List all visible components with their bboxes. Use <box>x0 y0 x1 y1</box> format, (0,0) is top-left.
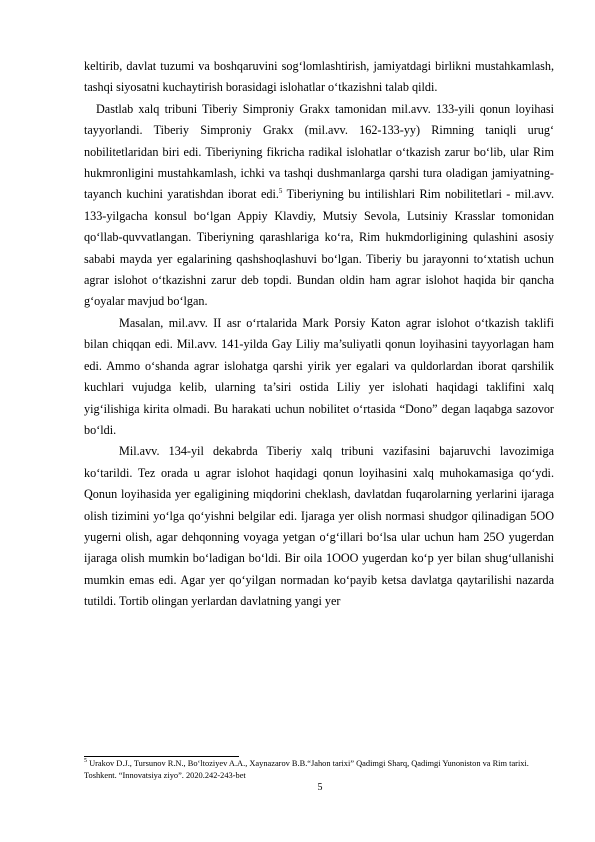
paragraph-2 <box>84 99 554 313</box>
paragraph-2-text-before: Dastlab xalq tribuni Tiberiy Simproniy Grakx tamonidan mil.avv. 133-yili qonun loyihasi tayyorlandi. Tiberiy Simproniy Grakx (mil.avv. 162-133-yy) Rimning taniqli urug‘ nobilitetlaridan biri edi. Tiberiyning fikricha radikal islohatlar o‘tkazish zarur bo‘lib, ular Rim hukmronligini mustahkamlash, ichki va tashqi dushmanlarga qarshi tura oladigan jamiyatning-tayanch kuchini yaratishdan iborat edi. <box>84 101 554 202</box>
paragraph-4: Mil.avv. 134-yil dekabrda Tiberiy xalq tribuni vazifasini bajaruvchi lavozimiga ko‘tarildi. Tez orada u agrar islohot haqidagi qonun loyihasini xalq muhokamasiga qo‘ydi. Qonun loyihasida yer egaligining miqdorini cheklash, davlatdan fuqarolarning yerlarini ijaraga olish tizimini yo‘lga qo‘yishni belgilar edi. Ijaraga yer olish normasi shudgor qilinadigan 5OO yugerni olish, agar dehqonning voyaga yetgan o‘g‘illari bo‘lsa ular uchun ham 25O yugerdan ijaraga olish mumkin bo‘ladigan bo‘ldi. Bir oila 1OOO yugerdan ko‘p yer bilan shug‘ullanishi mumkin emas edi. Agar yer qo‘yilgan normadan ko‘payib ketsa davlatga qaytarilishi nazarda tutildi. Tortib olingan yerlardan davlatning yangi yer <box>84 444 554 609</box>
footnote-separator <box>84 756 239 757</box>
footnote-number: 5 <box>84 758 87 765</box>
page-body <box>84 56 554 613</box>
paragraph-2-text-after: Tiberiyning bu intilishlari Rim nobilitetlari - mil.avv. 133-yilgacha konsul bo‘lgan Appiy Klavdiy, Mutsiy Sevola, Lutsiniy Krasslar tomonidan qo‘llab-quvvatlangan. Tiberiyning qarashlariga ko‘ra, Rim hukmdorligining qulashini asosiy sababi mayda yer egalarining qashshoqlashuvi bo‘lgan. Tiberiy bu jarayonni to‘xtatish uchun agrar islohot o‘tkazishni zarur deb topdi. Bundan oldin ham agrar islohot haqida bir qancha g‘oyalar mavjud bo‘lgan. <box>84 187 554 309</box>
paragraph-1: keltirib, davlat tuzumi va boshqaruvini sog‘lomlashtirish, jamiyatdagi birlikni mustahkamlash, tashqi siyosatni kuchaytirish borasidagi islohatlar o‘tkazishni talab qildi. <box>84 59 554 95</box>
footnote-text: Urakov D.J., Tursunov R.N., Bo‘ltoziyev A.A., Xaynazarov B.B.“Jahon tarixi” Qadimgi Sharq, Qadimgi Yunoniston va Rim tarixi. Toshkent. “Innovatsiya ziyo”. 2020.242-243-bet <box>84 759 529 780</box>
footnote-reference[interactable]: 5 <box>278 187 283 196</box>
paragraph-3: Masalan, mil.avv. II asr o‘rtalarida Mark Porsiy Katon agrar islohot o‘tkazish taklifi bilan chiqqan edi. Mil.avv. 141-yilda Gay Liliy ma’suliyatli qonun loyihasini tayyorlagan ham edi. Ammo o‘shanda agrar islohatga qarshi yirik yer egalari va quldorlardan iborat qarshilik kuchlari vujudga kelib, ularning ta’siri ostida Liliy yer islohati haqidagi taklifini xalq yig‘ilishiga kirita olmadi. Bu harakati uchun nobilitet o‘rtasida “Dono” degan laqabga sazovor bo‘ldi. <box>84 315 554 437</box>
footnote <box>84 758 554 781</box>
page-number: 5 <box>317 782 323 793</box>
